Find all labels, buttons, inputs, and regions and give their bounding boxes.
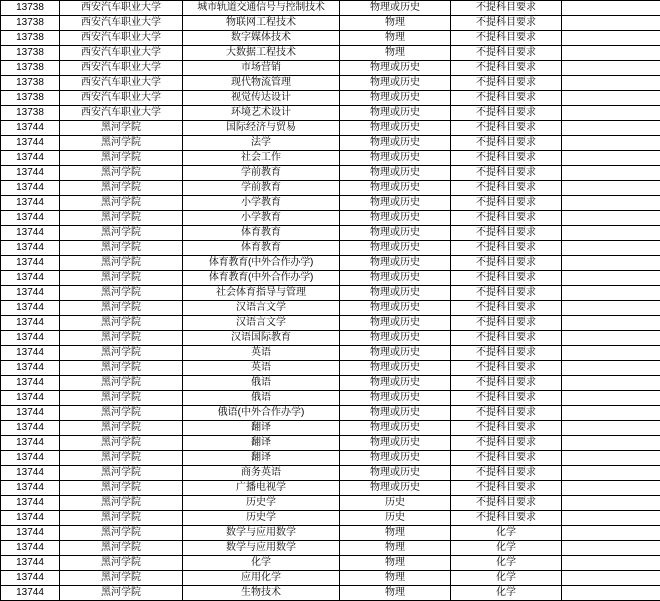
cell-code[interactable]: 13744 <box>1 421 60 436</box>
cell-major[interactable]: 小学教育 <box>183 196 340 211</box>
cell-major[interactable]: 俄语 <box>183 376 340 391</box>
cell-remark[interactable] <box>562 571 660 586</box>
cell-subject_req_1[interactable]: 物理或历史 <box>340 1 451 16</box>
cell-subject_req_1[interactable]: 物理或历史 <box>340 346 451 361</box>
cell-subject_req_1[interactable]: 物理或历史 <box>340 331 451 346</box>
table-row[interactable] <box>1 1 660 16</box>
table-row[interactable] <box>1 331 660 346</box>
cell-code[interactable]: 13738 <box>1 91 60 106</box>
cell-subject_req_1[interactable]: 物理或历史 <box>340 301 451 316</box>
cell-subject_req_1[interactable]: 物理或历史 <box>340 361 451 376</box>
cell-subject_req_1[interactable]: 物理或历史 <box>340 166 451 181</box>
table-row[interactable] <box>1 136 660 151</box>
cell-remark[interactable] <box>562 61 660 76</box>
table-row[interactable] <box>1 241 660 256</box>
cell-code[interactable]: 13744 <box>1 256 60 271</box>
cell-major[interactable]: 社会工作 <box>183 151 340 166</box>
cell-remark[interactable] <box>562 136 660 151</box>
cell-code[interactable]: 13744 <box>1 571 60 586</box>
table-row[interactable] <box>1 481 660 496</box>
cell-school[interactable]: 西安汽车职业大学 <box>60 106 183 121</box>
cell-remark[interactable] <box>562 331 660 346</box>
table-row[interactable] <box>1 556 660 571</box>
cell-major[interactable]: 法学 <box>183 136 340 151</box>
cell-major[interactable]: 现代物流管理 <box>183 76 340 91</box>
cell-subject_req_2[interactable]: 化学 <box>451 586 562 601</box>
cell-school[interactable]: 黑河学院 <box>60 316 183 331</box>
table-row[interactable] <box>1 361 660 376</box>
cell-subject_req_2[interactable]: 不提科目要求 <box>451 421 562 436</box>
cell-subject_req_1[interactable]: 物理或历史 <box>340 151 451 166</box>
cell-code[interactable]: 13744 <box>1 586 60 601</box>
cell-school[interactable]: 黑河学院 <box>60 586 183 601</box>
cell-major[interactable]: 学前教育 <box>183 181 340 196</box>
cell-subject_req_1[interactable]: 物理或历史 <box>340 76 451 91</box>
cell-subject_req_2[interactable]: 不提科目要求 <box>451 196 562 211</box>
cell-code[interactable]: 13738 <box>1 1 60 16</box>
table-row[interactable] <box>1 496 660 511</box>
cell-remark[interactable] <box>562 181 660 196</box>
cell-code[interactable]: 13744 <box>1 556 60 571</box>
cell-subject_req_1[interactable]: 物理或历史 <box>340 226 451 241</box>
cell-major[interactable]: 视觉传达设计 <box>183 91 340 106</box>
cell-code[interactable]: 13744 <box>1 136 60 151</box>
cell-subject_req_2[interactable]: 不提科目要求 <box>451 226 562 241</box>
cell-subject_req_2[interactable]: 不提科目要求 <box>451 211 562 226</box>
cell-code[interactable]: 13744 <box>1 181 60 196</box>
cell-subject_req_1[interactable]: 物理或历史 <box>340 481 451 496</box>
cell-code[interactable]: 13738 <box>1 106 60 121</box>
cell-school[interactable]: 黑河学院 <box>60 481 183 496</box>
cell-school[interactable]: 西安汽车职业大学 <box>60 76 183 91</box>
table-row[interactable] <box>1 286 660 301</box>
cell-remark[interactable] <box>562 46 660 61</box>
table-row[interactable] <box>1 511 660 526</box>
cell-remark[interactable] <box>562 496 660 511</box>
cell-school[interactable]: 黑河学院 <box>60 466 183 481</box>
cell-code[interactable]: 13744 <box>1 451 60 466</box>
cell-school[interactable]: 黑河学院 <box>60 301 183 316</box>
cell-code[interactable]: 13744 <box>1 211 60 226</box>
cell-subject_req_1[interactable]: 物理或历史 <box>340 196 451 211</box>
cell-major[interactable]: 历史学 <box>183 511 340 526</box>
cell-school[interactable]: 黑河学院 <box>60 361 183 376</box>
cell-subject_req_2[interactable]: 不提科目要求 <box>451 121 562 136</box>
cell-subject_req_2[interactable]: 不提科目要求 <box>451 466 562 481</box>
cell-subject_req_2[interactable]: 不提科目要求 <box>451 346 562 361</box>
cell-subject_req_1[interactable]: 物理 <box>340 571 451 586</box>
cell-subject_req_1[interactable]: 物理或历史 <box>340 61 451 76</box>
cell-school[interactable]: 黑河学院 <box>60 421 183 436</box>
cell-subject_req_1[interactable]: 历史 <box>340 511 451 526</box>
cell-remark[interactable] <box>562 226 660 241</box>
cell-major[interactable]: 环境艺术设计 <box>183 106 340 121</box>
cell-school[interactable]: 黑河学院 <box>60 226 183 241</box>
cell-remark[interactable] <box>562 481 660 496</box>
cell-school[interactable]: 西安汽车职业大学 <box>60 31 183 46</box>
cell-subject_req_1[interactable]: 物理或历史 <box>340 406 451 421</box>
cell-major[interactable]: 翻译 <box>183 421 340 436</box>
cell-code[interactable]: 13744 <box>1 346 60 361</box>
table-row[interactable] <box>1 76 660 91</box>
table-row[interactable] <box>1 91 660 106</box>
cell-major[interactable]: 俄语(中外合作办学) <box>183 406 340 421</box>
cell-school[interactable]: 黑河学院 <box>60 286 183 301</box>
cell-code[interactable]: 13744 <box>1 271 60 286</box>
cell-remark[interactable] <box>562 91 660 106</box>
cell-major[interactable]: 体育教育 <box>183 226 340 241</box>
cell-remark[interactable] <box>562 421 660 436</box>
cell-major[interactable]: 城市轨道交通信号与控制技术 <box>183 1 340 16</box>
cell-code[interactable]: 13744 <box>1 496 60 511</box>
cell-subject_req_2[interactable]: 不提科目要求 <box>451 271 562 286</box>
cell-subject_req_2[interactable]: 不提科目要求 <box>451 31 562 46</box>
cell-school[interactable]: 黑河学院 <box>60 346 183 361</box>
cell-major[interactable]: 汉语言文学 <box>183 301 340 316</box>
table-row[interactable] <box>1 421 660 436</box>
table-row[interactable] <box>1 451 660 466</box>
cell-major[interactable]: 小学教育 <box>183 211 340 226</box>
cell-remark[interactable] <box>562 361 660 376</box>
table-row[interactable] <box>1 256 660 271</box>
cell-subject_req_1[interactable]: 物理或历史 <box>340 256 451 271</box>
cell-remark[interactable] <box>562 556 660 571</box>
cell-school[interactable]: 西安汽车职业大学 <box>60 1 183 16</box>
cell-subject_req_2[interactable]: 不提科目要求 <box>451 181 562 196</box>
cell-code[interactable]: 13744 <box>1 301 60 316</box>
cell-remark[interactable] <box>562 301 660 316</box>
table-row[interactable] <box>1 466 660 481</box>
cell-remark[interactable] <box>562 526 660 541</box>
cell-major[interactable]: 汉语国际教育 <box>183 331 340 346</box>
cell-subject_req_2[interactable]: 不提科目要求 <box>451 436 562 451</box>
cell-subject_req_1[interactable]: 物理或历史 <box>340 271 451 286</box>
cell-school[interactable]: 黑河学院 <box>60 166 183 181</box>
table-row[interactable] <box>1 406 660 421</box>
cell-code[interactable]: 13744 <box>1 316 60 331</box>
cell-major[interactable]: 体育教育(中外合作办学) <box>183 256 340 271</box>
cell-code[interactable]: 13744 <box>1 361 60 376</box>
table-row[interactable] <box>1 526 660 541</box>
cell-subject_req_2[interactable]: 不提科目要求 <box>451 406 562 421</box>
cell-major[interactable]: 国际经济与贸易 <box>183 121 340 136</box>
cell-remark[interactable] <box>562 406 660 421</box>
cell-code[interactable]: 13744 <box>1 406 60 421</box>
cell-subject_req_2[interactable]: 化学 <box>451 556 562 571</box>
cell-school[interactable]: 黑河学院 <box>60 331 183 346</box>
cell-code[interactable]: 13744 <box>1 541 60 556</box>
cell-school[interactable]: 西安汽车职业大学 <box>60 91 183 106</box>
cell-remark[interactable] <box>562 76 660 91</box>
table-row[interactable] <box>1 106 660 121</box>
cell-school[interactable]: 西安汽车职业大学 <box>60 61 183 76</box>
cell-subject_req_1[interactable]: 物理或历史 <box>340 121 451 136</box>
table-row[interactable] <box>1 316 660 331</box>
cell-school[interactable]: 黑河学院 <box>60 406 183 421</box>
cell-subject_req_2[interactable]: 不提科目要求 <box>451 451 562 466</box>
cell-remark[interactable] <box>562 1 660 16</box>
cell-remark[interactable] <box>562 16 660 31</box>
table-row[interactable] <box>1 181 660 196</box>
cell-code[interactable]: 13738 <box>1 61 60 76</box>
cell-subject_req_2[interactable]: 化学 <box>451 571 562 586</box>
cell-school[interactable]: 黑河学院 <box>60 436 183 451</box>
cell-subject_req_2[interactable]: 不提科目要求 <box>451 481 562 496</box>
cell-subject_req_2[interactable]: 不提科目要求 <box>451 301 562 316</box>
cell-code[interactable]: 13744 <box>1 286 60 301</box>
cell-code[interactable]: 13744 <box>1 196 60 211</box>
cell-major[interactable]: 市场营销 <box>183 61 340 76</box>
cell-subject_req_2[interactable]: 不提科目要求 <box>451 1 562 16</box>
cell-code[interactable]: 13744 <box>1 466 60 481</box>
cell-remark[interactable] <box>562 511 660 526</box>
cell-major[interactable]: 体育教育 <box>183 241 340 256</box>
cell-subject_req_1[interactable]: 物理或历史 <box>340 391 451 406</box>
cell-school[interactable]: 黑河学院 <box>60 271 183 286</box>
table-row[interactable] <box>1 226 660 241</box>
cell-remark[interactable] <box>562 151 660 166</box>
cell-code[interactable]: 13744 <box>1 226 60 241</box>
cell-major[interactable]: 数字媒体技术 <box>183 31 340 46</box>
cell-subject_req_1[interactable]: 物理或历史 <box>340 181 451 196</box>
cell-remark[interactable] <box>562 346 660 361</box>
cell-remark[interactable] <box>562 241 660 256</box>
cell-remark[interactable] <box>562 106 660 121</box>
cell-major[interactable]: 学前教育 <box>183 166 340 181</box>
cell-subject_req_2[interactable]: 不提科目要求 <box>451 331 562 346</box>
cell-remark[interactable] <box>562 271 660 286</box>
cell-code[interactable]: 13744 <box>1 166 60 181</box>
cell-subject_req_2[interactable]: 不提科目要求 <box>451 136 562 151</box>
cell-subject_req_2[interactable]: 不提科目要求 <box>451 76 562 91</box>
cell-major[interactable]: 广播电视学 <box>183 481 340 496</box>
cell-subject_req_2[interactable]: 不提科目要求 <box>451 361 562 376</box>
cell-code[interactable]: 13744 <box>1 376 60 391</box>
cell-major[interactable]: 化学 <box>183 556 340 571</box>
cell-code[interactable]: 13744 <box>1 121 60 136</box>
cell-subject_req_2[interactable]: 不提科目要求 <box>451 511 562 526</box>
cell-subject_req_2[interactable]: 不提科目要求 <box>451 151 562 166</box>
cell-subject_req_1[interactable]: 物理 <box>340 586 451 601</box>
cell-remark[interactable] <box>562 196 660 211</box>
cell-remark[interactable] <box>562 286 660 301</box>
cell-subject_req_2[interactable]: 不提科目要求 <box>451 286 562 301</box>
cell-code[interactable]: 13744 <box>1 526 60 541</box>
cell-subject_req_1[interactable]: 物理 <box>340 16 451 31</box>
cell-subject_req_2[interactable]: 不提科目要求 <box>451 46 562 61</box>
cell-remark[interactable] <box>562 466 660 481</box>
cell-code[interactable]: 13738 <box>1 16 60 31</box>
table-body <box>1 1 660 601</box>
cell-subject_req_1[interactable]: 物理或历史 <box>340 241 451 256</box>
cell-major[interactable]: 应用化学 <box>183 571 340 586</box>
cell-school[interactable]: 黑河学院 <box>60 556 183 571</box>
table-row[interactable] <box>1 46 660 61</box>
cell-major[interactable]: 物联网工程技术 <box>183 16 340 31</box>
cell-subject_req_1[interactable]: 物理或历史 <box>340 316 451 331</box>
cell-major[interactable]: 数学与应用数学 <box>183 541 340 556</box>
table-row[interactable] <box>1 166 660 181</box>
table-row[interactable] <box>1 301 660 316</box>
cell-subject_req_2[interactable]: 不提科目要求 <box>451 91 562 106</box>
cell-code[interactable]: 13738 <box>1 31 60 46</box>
cell-subject_req_2[interactable]: 不提科目要求 <box>451 16 562 31</box>
cell-school[interactable]: 黑河学院 <box>60 136 183 151</box>
cell-school[interactable]: 黑河学院 <box>60 526 183 541</box>
cell-major[interactable]: 历史学 <box>183 496 340 511</box>
cell-major[interactable]: 大数据工程技术 <box>183 46 340 61</box>
cell-remark[interactable] <box>562 31 660 46</box>
cell-school[interactable]: 黑河学院 <box>60 196 183 211</box>
cell-remark[interactable] <box>562 436 660 451</box>
cell-code[interactable]: 13744 <box>1 151 60 166</box>
cell-school[interactable]: 黑河学院 <box>60 391 183 406</box>
cell-subject_req_2[interactable]: 化学 <box>451 541 562 556</box>
cell-subject_req_2[interactable]: 不提科目要求 <box>451 241 562 256</box>
cell-subject_req_1[interactable]: 物理 <box>340 46 451 61</box>
cell-major[interactable]: 商务英语 <box>183 466 340 481</box>
cell-school[interactable]: 黑河学院 <box>60 181 183 196</box>
cell-code[interactable]: 13744 <box>1 436 60 451</box>
cell-remark[interactable] <box>562 166 660 181</box>
cell-major[interactable]: 体育教育(中外合作办学) <box>183 271 340 286</box>
table-row[interactable] <box>1 151 660 166</box>
cell-subject_req_2[interactable]: 不提科目要求 <box>451 256 562 271</box>
cell-subject_req_2[interactable]: 不提科目要求 <box>451 61 562 76</box>
table-row[interactable] <box>1 16 660 31</box>
cell-remark[interactable] <box>562 211 660 226</box>
cell-major[interactable]: 翻译 <box>183 451 340 466</box>
cell-subject_req_1[interactable]: 物理 <box>340 526 451 541</box>
cell-code[interactable]: 13744 <box>1 241 60 256</box>
cell-remark[interactable] <box>562 121 660 136</box>
cell-school[interactable]: 黑河学院 <box>60 241 183 256</box>
cell-school[interactable]: 黑河学院 <box>60 511 183 526</box>
cell-subject_req_1[interactable]: 物理或历史 <box>340 91 451 106</box>
cell-major[interactable]: 汉语言文学 <box>183 316 340 331</box>
table-row[interactable] <box>1 346 660 361</box>
cell-subject_req_2[interactable]: 不提科目要求 <box>451 391 562 406</box>
cell-school[interactable]: 黑河学院 <box>60 571 183 586</box>
table-row[interactable] <box>1 211 660 226</box>
cell-subject_req_2[interactable]: 不提科目要求 <box>451 316 562 331</box>
cell-code[interactable]: 13744 <box>1 481 60 496</box>
table-row[interactable] <box>1 571 660 586</box>
cell-subject_req_1[interactable]: 物理或历史 <box>340 436 451 451</box>
cell-remark[interactable] <box>562 256 660 271</box>
table-row[interactable] <box>1 196 660 211</box>
cell-subject_req_1[interactable]: 物理或历史 <box>340 466 451 481</box>
cell-subject_req_2[interactable]: 不提科目要求 <box>451 106 562 121</box>
cell-code[interactable]: 13738 <box>1 76 60 91</box>
cell-subject_req_1[interactable]: 物理 <box>340 31 451 46</box>
cell-major[interactable]: 生物技术 <box>183 586 340 601</box>
table-row[interactable] <box>1 391 660 406</box>
cell-subject_req_2[interactable]: 不提科目要求 <box>451 496 562 511</box>
cell-major[interactable]: 英语 <box>183 361 340 376</box>
table-row[interactable] <box>1 541 660 556</box>
cell-subject_req_1[interactable]: 物理 <box>340 556 451 571</box>
cell-remark[interactable] <box>562 316 660 331</box>
table-row[interactable] <box>1 586 660 601</box>
cell-subject_req_2[interactable]: 不提科目要求 <box>451 376 562 391</box>
table-row[interactable] <box>1 61 660 76</box>
cell-code[interactable]: 13744 <box>1 511 60 526</box>
cell-school[interactable]: 黑河学院 <box>60 496 183 511</box>
cell-major[interactable]: 数学与应用数学 <box>183 526 340 541</box>
table-row[interactable] <box>1 31 660 46</box>
table-row[interactable] <box>1 271 660 286</box>
cell-remark[interactable] <box>562 586 660 601</box>
cell-remark[interactable] <box>562 391 660 406</box>
cell-subject_req_1[interactable]: 物理或历史 <box>340 376 451 391</box>
cell-remark[interactable] <box>562 541 660 556</box>
cell-school[interactable]: 黑河学院 <box>60 151 183 166</box>
cell-subject_req_2[interactable]: 不提科目要求 <box>451 166 562 181</box>
cell-remark[interactable] <box>562 451 660 466</box>
cell-school[interactable]: 黑河学院 <box>60 376 183 391</box>
cell-major[interactable]: 翻译 <box>183 436 340 451</box>
cell-subject_req_1[interactable]: 物理 <box>340 541 451 556</box>
table-row[interactable] <box>1 436 660 451</box>
cell-major[interactable]: 俄语 <box>183 391 340 406</box>
cell-school[interactable]: 黑河学院 <box>60 451 183 466</box>
cell-school[interactable]: 黑河学院 <box>60 541 183 556</box>
cell-subject_req_2[interactable]: 化学 <box>451 526 562 541</box>
cell-code[interactable]: 13738 <box>1 46 60 61</box>
cell-major[interactable]: 社会体育指导与管理 <box>183 286 340 301</box>
cell-subject_req_1[interactable]: 物理或历史 <box>340 106 451 121</box>
cell-school[interactable]: 黑河学院 <box>60 211 183 226</box>
cell-subject_req_1[interactable]: 历史 <box>340 496 451 511</box>
cell-code[interactable]: 13744 <box>1 331 60 346</box>
table-row[interactable] <box>1 121 660 136</box>
cell-school[interactable]: 黑河学院 <box>60 121 183 136</box>
cell-subject_req_1[interactable]: 物理或历史 <box>340 211 451 226</box>
cell-school[interactable]: 西安汽车职业大学 <box>60 16 183 31</box>
cell-subject_req_1[interactable]: 物理或历史 <box>340 136 451 151</box>
table-row[interactable] <box>1 376 660 391</box>
cell-subject_req_1[interactable]: 物理或历史 <box>340 286 451 301</box>
cell-major[interactable]: 英语 <box>183 346 340 361</box>
cell-school[interactable]: 西安汽车职业大学 <box>60 46 183 61</box>
cell-code[interactable]: 13744 <box>1 391 60 406</box>
cell-school[interactable]: 黑河学院 <box>60 256 183 271</box>
cell-remark[interactable] <box>562 376 660 391</box>
cell-subject_req_1[interactable]: 物理或历史 <box>340 421 451 436</box>
cell-subject_req_1[interactable]: 物理或历史 <box>340 451 451 466</box>
